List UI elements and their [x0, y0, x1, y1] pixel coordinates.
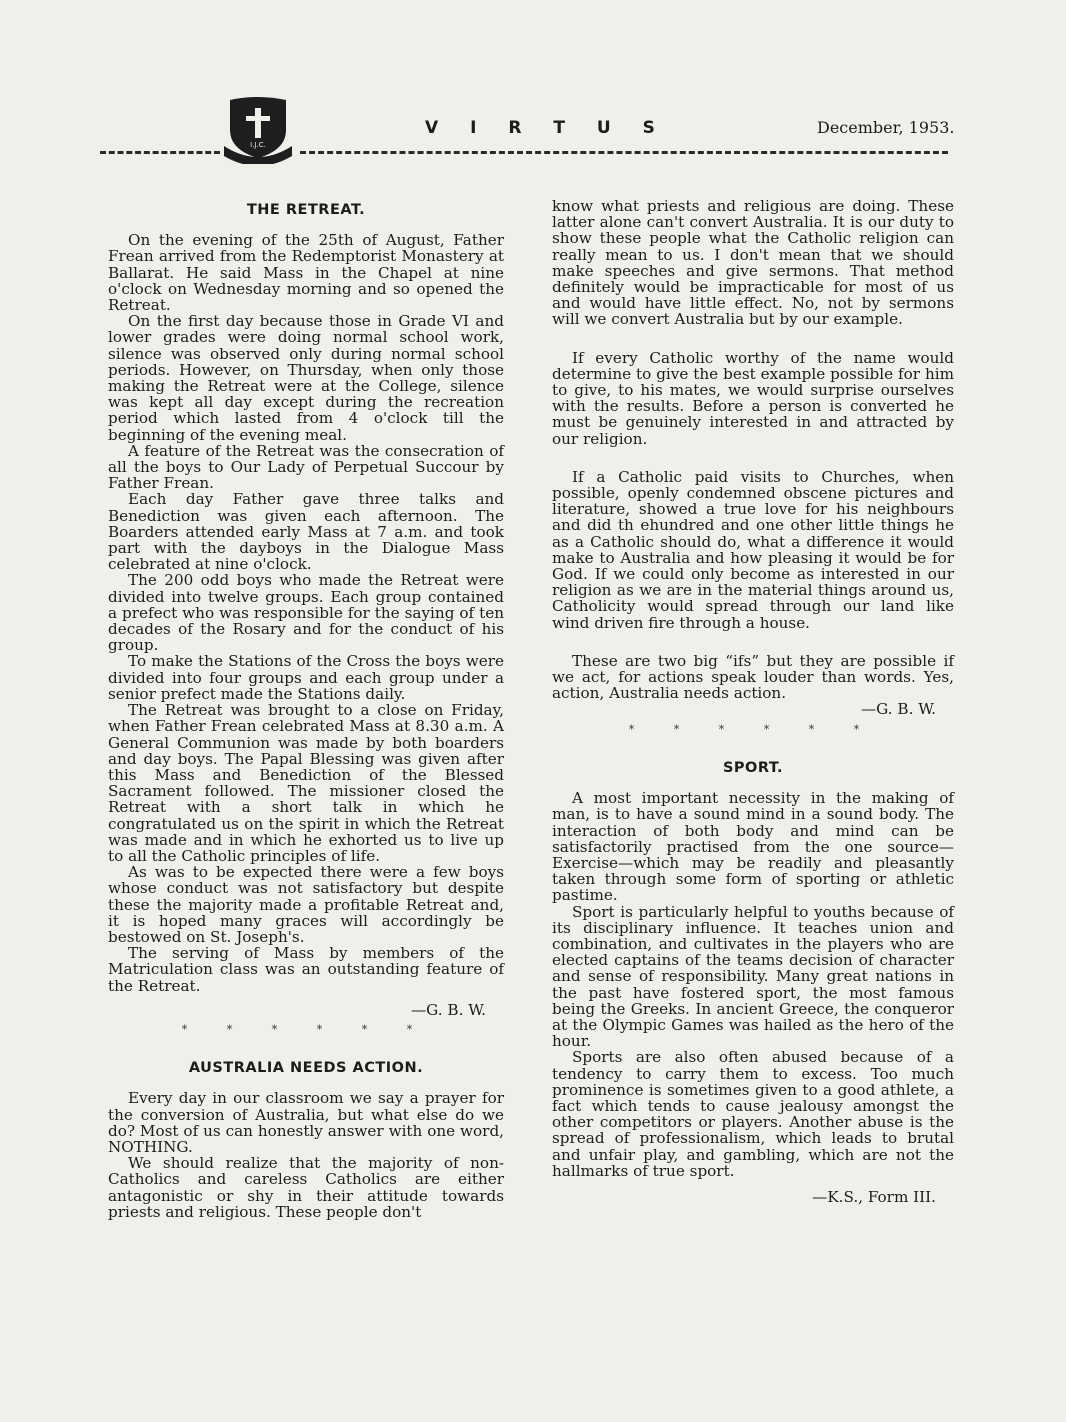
section-divider-stars: * * * * * *: [628, 722, 878, 736]
australia-signature: —G. B. W.: [860, 700, 936, 719]
retreat-paragraph: On the first day because those in Grade VI and lower grades were doing normal school work, silence was observed only during normal school periods. However, on Thursday, when only those making the Retreat were at the College, silence was kept all day except during the recreation period which lasted from 4 o'clock till the beginning of the evening meal.: [108, 312, 504, 444]
publication-title: V I R T U S: [425, 118, 668, 138]
retreat-heading: THE RETREAT.: [246, 202, 366, 218]
sport-signature: —K.S., Form III.: [812, 1187, 936, 1206]
issue-date: December, 1953.: [817, 118, 955, 137]
sport-paragraph: A most important necessity in the making of man, is to have a sound mind in a sound body. The interaction of both body and mind can be satisfactorily practised from the one source—Exercise—which may be readily and pleasantly taken through some form of sporting or athletic pastime.: [552, 789, 954, 905]
section-divider-stars: * * * * * *: [181, 1022, 431, 1036]
australia-paragraph: These are two big “ifs” but they are possible if we act, for actions speak louder than words. Yes, action, Australia needs action.: [552, 651, 954, 703]
header-rule-left: [100, 151, 220, 154]
retreat-paragraph: Each day Father gave three talks and Benediction was given each afternoon. The Boarders attended early Mass at 7 a.m. and took part with the dayboys in the Dialogue Mass celebrated at nine o'clock.: [108, 490, 504, 574]
retreat-paragraph: The serving of Mass by members of the Matriculation class was an outstanding feature of the Retreat.: [108, 944, 504, 995]
header-rule-right: [300, 151, 948, 154]
right-column: [552, 198, 954, 1205]
australia-paragraph: We should realize that the majority of non-Catholics and careless Catholics are either antagonistic or shy in their attitude towards priests and religious. These people don't: [108, 1154, 504, 1221]
retreat-paragraph: To make the Stations of the Cross the boys were divided into four groups and each group under a senior prefect made the Stations daily.: [108, 652, 504, 703]
retreat-paragraph: The Retreat was brought to a close on Friday, when Father Frean celebrated Mass at 8.30 a.m. A General Communion was made by both boarders and day boys. The Papal Blessing was given after this Mass and Benediction of the Blessed Sacrament followed. The missioner closed the Retreat with a short talk in which he congratulated us on the spirit in which the Retreat was made and in which he exhorted us to live up to all the Catholic principles of life.: [108, 701, 504, 865]
crest-letters: I.J.C.: [250, 141, 266, 149]
sport-paragraph: Sport is particularly helpful to youths because of its disciplinary influence. It teaches union and combination, and cultivates in the players who are elected captains of the teams decision of character and sense of responsibility. Many great nations in the past have fostered sport, the most famous being the Greeks. In ancient Greece, the conqueror at the Olympic Games was hailed as the hero of the hour.: [552, 902, 954, 1051]
retreat-paragraph: The 200 odd boys who made the Retreat were divided into twelve groups. Each group contained a prefect who was responsible for the saying of ten decades of the Rosary and for the conduct of his group.: [108, 571, 504, 655]
retreat-paragraph: On the evening of the 25th of August, Father Frean arrived from the Redemptorist Monastery at Ballarat. He said Mass in the Chapel at nine o'clock on Wednesday morning and so opened the Retreat.: [108, 231, 504, 315]
sport-paragraph: Sports are also often abused because of a tendency to carry them to excess. Too much prominence is sometimes given to a good athlete, a fact which tends to cause jealousy amongst the other competitors or players. Another abuse is the spread of professionalism, which leads to brutal and unfair play, and gambling, which are not the hallmarks of true sport.: [552, 1048, 954, 1180]
sport-heading: SPORT.: [722, 759, 784, 776]
retreat-paragraph: As was to be expected there were a few boys whose conduct was not satisfactory but despite these the majority made a profitable Retreat and, it is hoped many graces will accordingly be bestowed on St. Joseph's.: [108, 863, 504, 946]
left-column: [108, 202, 504, 1220]
australia-paragraph: Every day in our classroom we say a prayer for the conversion of Australia, but what else do we do? Most of us can honestly answer with one word, NOTHING.: [108, 1089, 504, 1156]
australia-paragraph: If a Catholic paid visits to Churches, when possible, openly condemned obscene pictures and literature, showed a true love for his neighbours and did th ehundred and one other little things he as a Catholic should do, what a difference it would make to Australia and how pleasing it would be for God. If we could only become as interested in our religion as we are in the material things around us, Catholicity would spread through our land like wind driven fire through a house.: [552, 467, 954, 632]
australia-paragraph: If every Catholic worthy of the name would determine to give the best example possible for him to give, to his mates, we would surprise ourselves with the results. Before a person is converted he must be genuinely interested in and attracted by our religion.: [552, 348, 954, 448]
australia-paragraph: know what priests and religious are doing. These latter alone can't convert Australia. It is our duty to show these people what the Catholic religion can really mean to us. I don't mean that we should make speeches and give sermons. That method definitely would be impracticable for most of us and would have little effect. No, not by sermons will we convert Australia but by our example.: [552, 197, 954, 329]
school-crest-icon: [222, 96, 294, 164]
australia-heading: AUSTRALIA NEEDS ACTION.: [188, 1060, 424, 1077]
retreat-paragraph: A feature of the Retreat was the consecration of all the boys to Our Lady of Perpetual Succour by Father Frean.: [108, 441, 504, 493]
retreat-signature: —G. B. W.: [410, 1000, 486, 1019]
